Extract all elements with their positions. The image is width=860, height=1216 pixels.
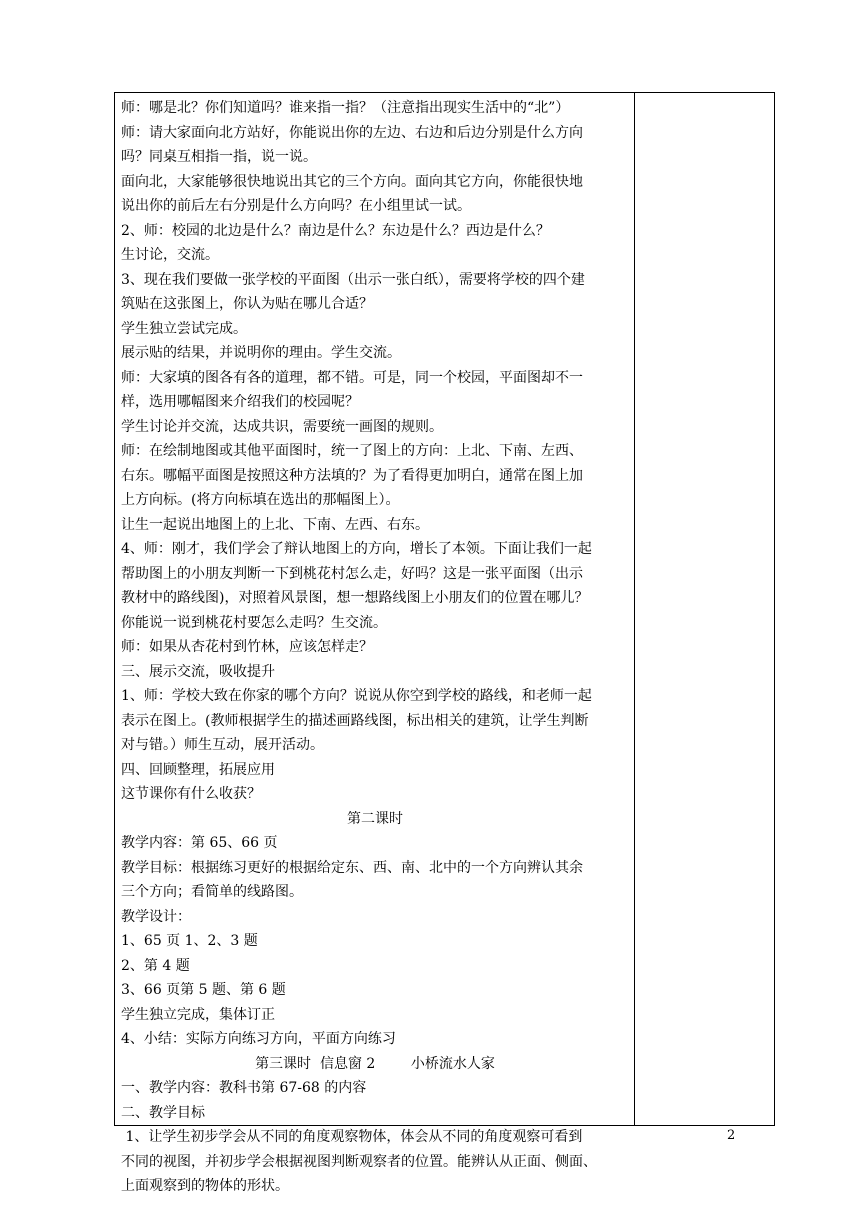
text-line: 师：请大家面向北方站好，你能说出你的左边、右边和后边分别是什么方向 bbox=[121, 124, 583, 141]
text-line: 让生一起说出地图上的上北、下南、左西、右东。 bbox=[121, 516, 429, 533]
text-line: 4、师：刚才，我们学会了辩认地图上的方向，增长了本领。下面让我们一起 bbox=[121, 541, 592, 557]
text-line: 面向北，大家能够很快地说出其它的三个方向。面向其它方向，你能很快地 bbox=[121, 173, 583, 190]
text-line: 上面观察到的物体的形状。 bbox=[121, 1178, 289, 1194]
text-line: 不同的视图，并初步学会根据视图判断观察者的位置。能辨认从正面、侧面、 bbox=[121, 1153, 597, 1170]
text-line: 教学目标：根据练习更好的根据给定东、西、南、北中的一个方向辨认其余 bbox=[121, 859, 583, 876]
text-line: 吗？同桌互相指一指，说一说。 bbox=[121, 149, 317, 165]
text-line: 筑贴在这张图上，你认为贴在哪儿合适？ bbox=[121, 296, 373, 312]
text-line: 生讨论，交流。 bbox=[121, 247, 219, 263]
text-line: 教学设计： bbox=[121, 908, 191, 925]
text-line: 教材中的路线图)，对照着风景图，想一想路线图上小朋友们的位置在哪儿？ bbox=[121, 590, 589, 606]
text-line: 师：大家填的图各有各的道理，都不错。可是，同一个校园，平面图却不一 bbox=[121, 369, 583, 386]
text-line: 上方向标。(将方向标填在选出的那幅图上）。 bbox=[121, 492, 400, 508]
text-line: 3、现在我们要做一张学校的平面图（出示一张白纸），需要将学校的四个建 bbox=[121, 271, 585, 288]
text-line: 教学内容：第 65、66 页 bbox=[121, 835, 278, 851]
text-line: 学生独立完成，集体订正 bbox=[121, 1006, 275, 1023]
text-line: 说出你的前后左右分别是什么方向吗？在小组里试一试。 bbox=[121, 198, 471, 214]
text-line: 对与错。）师生互动，展开活动。 bbox=[121, 737, 324, 753]
section-heading: 三、展示交流，吸收提升 bbox=[121, 663, 275, 680]
text-line: 学生独立尝试完成。 bbox=[121, 320, 247, 337]
text-line: 1、65 页 1、2、3 题 bbox=[121, 933, 258, 949]
text-line: 三个方向；看简单的线路图。 bbox=[121, 884, 303, 900]
column-divider bbox=[634, 93, 635, 1125]
section-heading: 四、回顾整理，拓展应用 bbox=[121, 761, 275, 778]
text-line: 一、教学内容：教科书第 67-68 的内容 bbox=[121, 1080, 367, 1096]
text-line: 帮助图上的小朋友判断一下到桃花村怎么走，好吗？这是一张平面图（出示 bbox=[121, 565, 583, 582]
text-line: 师：如果从杏花村到竹林，应该怎样走？ bbox=[121, 639, 373, 655]
text-line: 展示贴的结果，并说明你的理由。学生交流。 bbox=[121, 345, 401, 361]
text-line: 表示在图上。(教师根据学生的描述画路线图，标出相关的建筑，让学生判断 bbox=[121, 712, 589, 729]
text-line: 样，选用哪幅图来介绍我们的校园呢？ bbox=[121, 394, 359, 410]
page-number: 2 bbox=[727, 1128, 736, 1143]
text-line: 1、让学生初步学会从不同的角度观察物体，体会从不同的角度观察可看到 bbox=[121, 1129, 583, 1145]
text-line: 4、小结：实际方向练习方向，平面方向练习 bbox=[121, 1031, 396, 1047]
text-line: 2、第 4 题 bbox=[121, 957, 190, 974]
text-line: 师：在绘制地图或其他平面图时，统一了图上的方向：上北、下南、左西、 bbox=[121, 443, 583, 459]
lesson-plan-table bbox=[114, 92, 775, 1194]
lesson-content bbox=[121, 96, 629, 1199]
text-line: 3、66 页第 5 题、第 6 题 bbox=[121, 982, 286, 998]
text-line: 1、师：学校大致在你家的哪个方向？说说从你空到学校的路线，和老师一起 bbox=[121, 688, 592, 704]
text-line: 这节课你有什么收获？ bbox=[121, 786, 261, 802]
text-line: 学生讨论并交流，达成共识，需要统一画图的规则。 bbox=[121, 418, 443, 435]
text-line: 师：哪是北？你们知道吗？谁来指一指？（注意指出现实生活中的“北”） bbox=[121, 100, 570, 116]
text-line: 你能说一说到桃花村要怎么走吗？生交流。 bbox=[121, 614, 387, 631]
text-line: 右东。哪幅平面图是按照这种方法填的？为了看得更加明白，通常在图上加 bbox=[121, 467, 583, 484]
section-heading: 二、教学目标 bbox=[121, 1104, 205, 1121]
text-line: 2、师：校园的北边是什么？南边是什么？东边是什么？西边是什么？ bbox=[121, 222, 550, 239]
lesson-title: 第二课时 bbox=[347, 810, 403, 827]
lesson-title: 第三课时 信息窗 2 小桥流水人家 bbox=[255, 1055, 495, 1072]
